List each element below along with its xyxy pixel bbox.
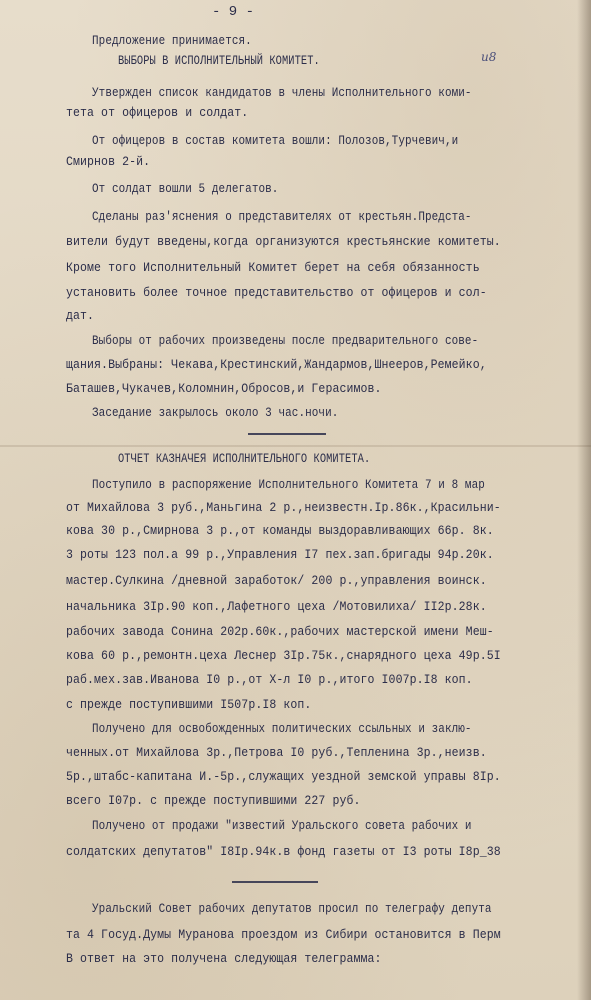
text-line: вители будут введены,когда организуются крестьянские комитеты. [66,234,501,249]
text-line: та 4 Госуд.Думы Муранова проездом из Сибири остановится в Перм [66,927,501,942]
text-line: кова 30 р.,Смирнова 3 р.,от команды выздоравливающих 66р. 8к. [66,523,494,538]
text-line: установить более точное представительство от офицеров и сол- [66,285,487,300]
text-line: Сделаны раз'яснения о представителях от крестьян.Предста- [92,209,472,224]
section-heading: ВЫБОРЫ В ИСПОЛНИТЕЛЬНЫЙ КОМИТЕТ. [118,53,320,68]
text-line: ченных.от Михайлова 3р.,Петрова I0 руб.,Тепленина 3р.,неизв. [66,745,487,760]
text-line: Смирнов 2-й. [66,154,151,169]
text-line: начальника 3Iр.90 коп.,Лафетного цеха /Мотовилиха/ II2р.28к. [66,599,487,614]
text-line: тета от офицеров и солдат. [66,105,249,120]
text-line: рабочих завода Сонина 202р.60к.,рабочих мастерской имени Меш- [66,624,494,639]
text-line: всего I07р. с прежде поступившими 227 руб. [66,793,361,808]
text-line: дат. [66,308,95,323]
section-separator [232,881,318,883]
section-heading: ОТЧЕТ КАЗНАЧЕЯ ИСПОЛНИТЕЛЬНОГО КОМИТЕТА. [118,451,371,466]
text-line: Предложение принимается. [92,33,252,48]
text-line: От солдат вошли 5 делегатов. [92,181,279,196]
paper-fold [0,445,591,447]
text-line: Утвержден список кандидатов в члены Исполнительного коми- [92,85,472,100]
text-line: 3 роты 123 пол.а 99 р.,Управления I7 пех.зап.бригады 94р.20к. [66,547,494,562]
text-line: щания.Выбраны: Чекава,Крестинский,Жандармов,Шнееров,Ремейко, [66,357,487,372]
section-separator [248,433,326,435]
text-line: мастер.Сулкина /дневной заработок/ 200 р.,управления воинск. [66,573,487,588]
page-number: - 9 - [212,4,255,20]
text-line: Заседание закрылось около 3 час.ночи. [92,405,339,420]
text-line: Баташев,Чукачев,Коломнин,Обросов,и Герасимов. [66,381,382,396]
text-line: Кроме того Исполнительный Комитет берет на себя обязанность [66,260,480,275]
text-line: с прежде поступившими I507р.I8 коп. [66,697,312,712]
text-line: Получено для освобожденных политических ссыльных и заклю- [92,721,472,736]
text-line: 5р.,штабс-капитана И.-5р.,служащих уездной земской управы 8Iр. [66,769,501,784]
text-line: Выборы от рабочих произведены после предварительного сове- [92,333,479,348]
text-line: от Михайлова 3 руб.,Маньгина 2 р.,неизвестн.Iр.86к.,Красильни- [66,500,501,515]
text-line: В ответ на это получена следующая телеграмма: [66,951,382,966]
text-line: Получено от продажи "известий Уральского совета рабочих и [92,818,472,833]
text-line: раб.мех.зав.Иванова I0 р.,от Х-л I0 р.,итого I007р.I8 коп. [66,672,473,687]
handwritten-margin-note: u8 [481,50,497,64]
text-line: Уральский Совет рабочих депутатов просил по телеграфу депута [92,901,492,916]
text-line: кова 60 р.,ремонтн.цеха Леснер 3Iр.75к.,снарядного цеха 49р.5I [66,648,501,663]
text-line: Поступило в распоряжение Исполнительного Комитета 7 и 8 мар [92,477,485,492]
text-line: солдатских депутатов" I8Iр.94к.в фонд газеты от I3 роты I8р_38 [66,844,501,859]
text-line: От офицеров в состав комитета вошли: Полозов,Турчевич,и [92,133,459,148]
